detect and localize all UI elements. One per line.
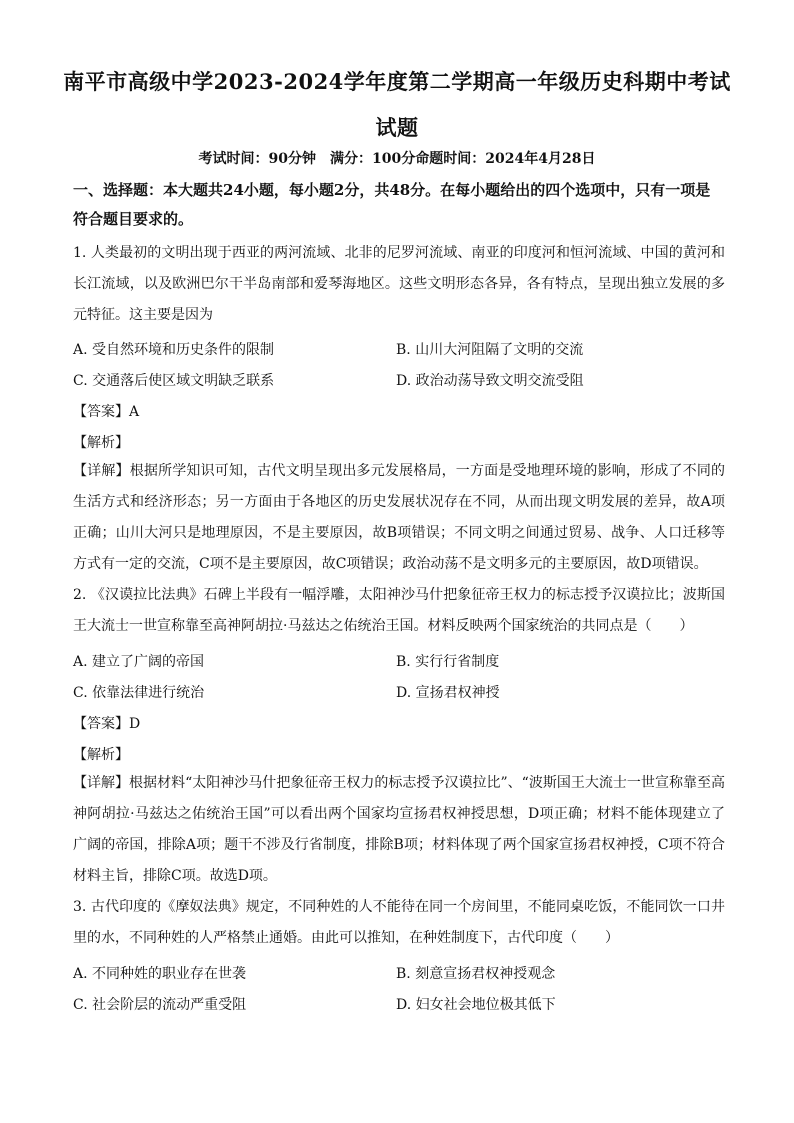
answer-value: A xyxy=(129,404,140,420)
question-1-option-a: A. 受自然环境和历史条件的限制 xyxy=(73,342,275,358)
exam-title-line2: 试题 xyxy=(375,115,419,140)
answer-label: 【答案】 xyxy=(73,404,129,420)
question-3-stem: 3. 古代印度的《摩奴法典》规定，不同种姓的人不能待在同一个房间里，不能同桌吃饭，不能同饮一口井里的水，不同种姓的人严格禁止通婚。由此可以推知，在种姓制度下，古代印度（ ） xyxy=(73,899,725,946)
question-2-analysis-label: 【解析】 xyxy=(73,747,129,763)
question-3-option-b: B. 刻意宣扬君权神授观念 xyxy=(396,966,556,982)
exam-meta: 考试时间：90分钟 满分：100分命题时间：2024年4月28日 xyxy=(198,151,596,167)
question-1-answer xyxy=(73,401,139,421)
question-1-option-b: B. 山川大河阻隔了文明的交流 xyxy=(396,342,584,358)
question-1-detail: 【详解】根据所学知识可知，古代文明呈现出多元发展格局，一方面是受地理环境的影响，形成了不同的生活方式和经济形态；另一方面由于各地区的历史发展状况存在不同，从而出现文明发展的差异，故A项正确；山川大河只是地理原因，不是主要原因，故B项错误；不同文明之间通过贸易、战争、人口迁移等方式有一定的交流，C项不是主要原因，故C项错误；政治动荡不是文明多元的主要原因，故D项错误。 xyxy=(73,463,725,572)
exam-title-line1: 南平市高级中学2023-2024学年度第二学期高一年级历史科期中考试 xyxy=(63,69,731,94)
question-2-stem: 2. 《汉谟拉比法典》石碑上半段有一幅浮雕，太阳神沙马什把象征帝王权力的标志授予汉谟拉比；波斯国王大流士一世宣称靠至高神阿胡拉·马兹达之佑统治王国。材料反映两个国家统治的共同点是（ ） xyxy=(73,587,725,634)
section-heading: 一、选择题：本大题共24小题，每小题2分，共48分。在每小题给出的四个选项中，只有一项是符合题目要求的。 xyxy=(73,181,711,228)
question-1-option-c: C. 交通落后使区域文明缺乏联系 xyxy=(73,373,275,389)
question-2-option-c: C. 依靠法律进行统治 xyxy=(73,685,205,701)
question-3-option-c: C. 社会阶层的流动严重受阻 xyxy=(73,997,247,1013)
question-2-answer xyxy=(73,713,140,733)
question-1-analysis-label: 【解析】 xyxy=(73,435,129,451)
answer-label: 【答案】 xyxy=(73,716,129,732)
answer-value: D xyxy=(129,716,141,732)
question-2-option-a: A. 建立了广阔的帝国 xyxy=(73,654,205,670)
question-2-option-b: B. 实行行省制度 xyxy=(396,654,500,670)
question-1-option-d: D. 政治动荡导致文明交流受阻 xyxy=(396,373,584,389)
question-2-option-d: D. 宣扬君权神授 xyxy=(396,685,500,701)
question-3-option-a: A. 不同种姓的职业存在世袭 xyxy=(73,966,247,982)
question-3-option-d: D. 妇女社会地位极其低下 xyxy=(396,997,556,1013)
question-1-stem: 1. 人类最初的文明出现于西亚的两河流域、北非的尼罗河流域、南亚的印度河和恒河流域、中国的黄河和长江流域，以及欧洲巴尔干半岛南部和爱琴海地区。这些文明形态各异，各有特点，呈现出独立发展的多元特征。这主要是因为 xyxy=(73,245,725,323)
question-2-detail: 【详解】根据材料“太阳神沙马什把象征帝王权力的标志授予汉谟拉比”、“波斯国王大流士一世宣称靠至高神阿胡拉·马兹达之佑统治王国”可以看出两个国家均宣扬君权神授思想，D项正确；材料不能体现建立了广阔的帝国，排除A项；题干不涉及行省制度，排除B项；材料体现了两个国家宣扬君权神授，C项不符合材料主旨，排除C项。故选D项。 xyxy=(73,775,725,884)
